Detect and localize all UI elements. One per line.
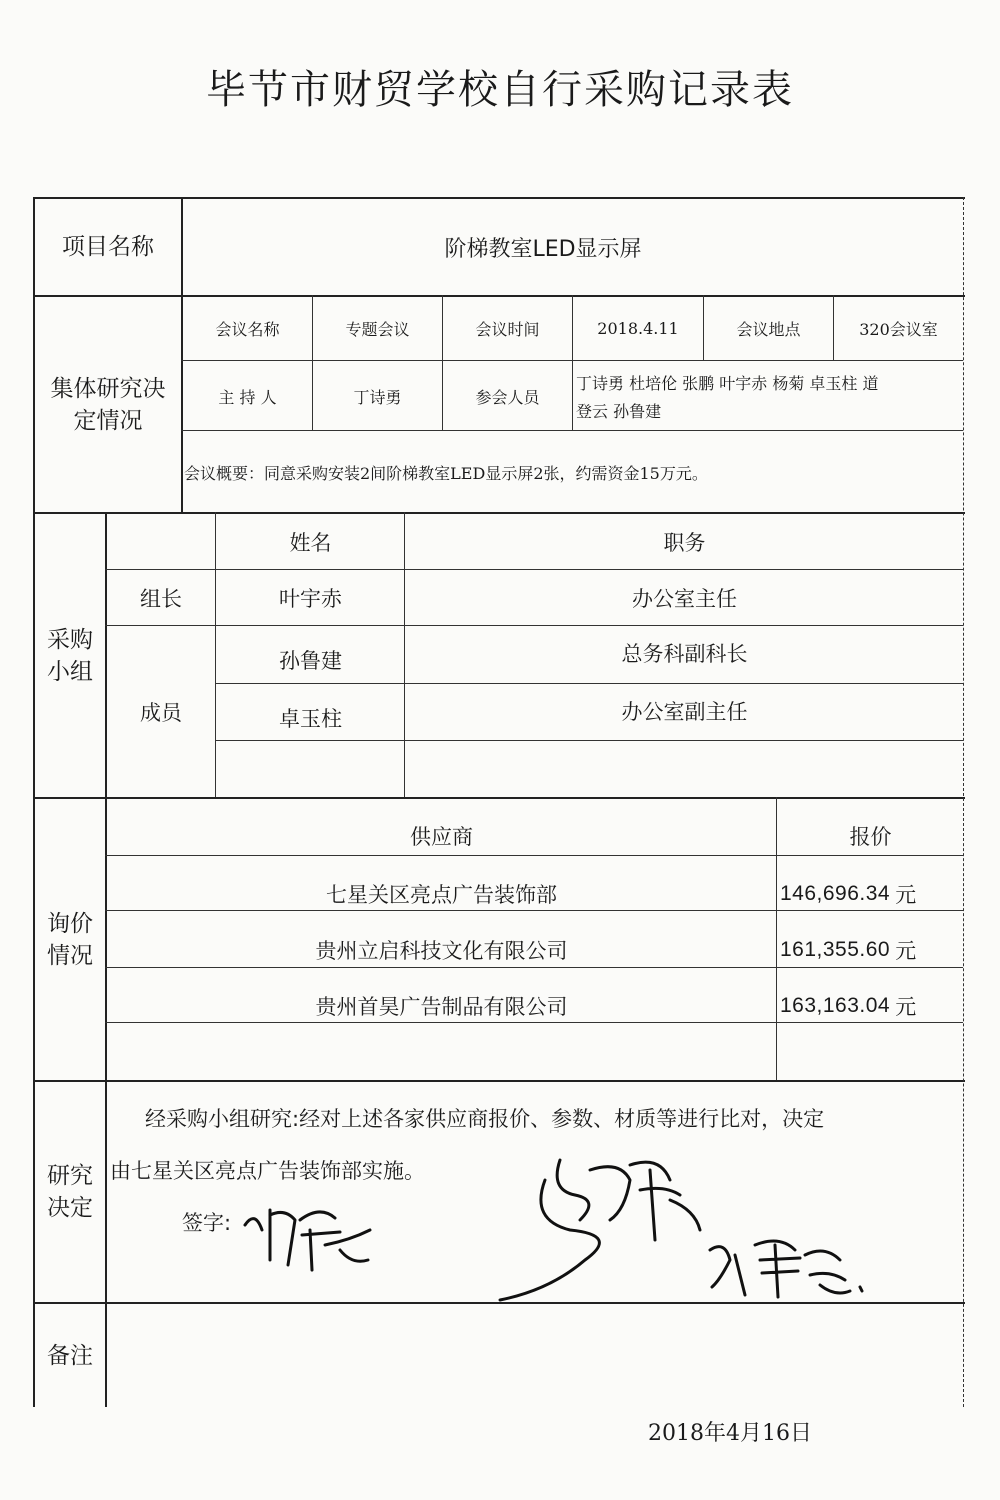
inquiry-col-supplier: 供应商 <box>410 824 473 849</box>
page-title: 毕节市财贸学校自行采购记录表 <box>206 67 794 113</box>
meeting-time-value: 2018.4.11 <box>597 319 679 338</box>
supplier-price: 161,355.60 元 <box>780 938 917 963</box>
supplier-name: 贵州立启科技文化有限公司 <box>315 939 568 963</box>
signature-2 <box>490 1150 710 1310</box>
meeting-place-label: 会议地点 <box>736 320 801 339</box>
inquiry-col-price: 报价 <box>849 824 892 849</box>
meeting-name-label: 会议名称 <box>215 320 280 339</box>
meeting-host-value: 丁诗勇 <box>353 387 402 407</box>
signature-3 <box>700 1225 870 1305</box>
supplier-name: 贵州首昊广告制品有限公司 <box>315 995 568 1019</box>
meeting-place-value: 320会议室 <box>859 320 938 339</box>
record-date: 2018年4月16日 <box>648 1421 812 1446</box>
meeting-time-label: 会议时间 <box>475 320 540 339</box>
meeting-name-value: 专题会议 <box>345 320 410 339</box>
group-leader-label: 组长 <box>140 587 182 611</box>
group-col-name: 姓名 <box>289 530 332 555</box>
meeting-attendees-value: 丁诗勇 杜培伦 张鹏 叶宇赤 杨菊 卓玉柱 道 登云 孙鲁建 <box>576 374 879 421</box>
supplier-price: 146,696.34 元 <box>780 882 917 907</box>
inquiry-section-label: 询价情况 <box>47 910 93 969</box>
group-member-name: 卓玉柱 <box>279 706 342 731</box>
group-col-duty: 职务 <box>663 530 706 555</box>
decision-text: 经采购小组研究:经对上述各家供应商报价、参数、材质等进行比对，决定 <box>145 1107 825 1131</box>
signature-1 <box>240 1190 380 1280</box>
group-leader-duty: 办公室主任 <box>632 587 737 611</box>
project-name-label: 项目名称 <box>62 234 154 260</box>
sign-label: 签字: <box>182 1211 232 1235</box>
project-name-value: 阶梯教室LED显示屏 <box>444 236 642 262</box>
group-member-duty: 总务科副科长 <box>621 642 748 666</box>
group-leader-name: 叶宇赤 <box>279 587 342 611</box>
group-member-label: 成员 <box>140 701 182 725</box>
meeting-host-label: 主 持 人 <box>218 387 277 407</box>
meeting-attendees-label: 参会人员 <box>475 387 540 407</box>
supplier-name: 七星关区亮点广告装饰部 <box>326 883 557 907</box>
meeting-summary: 会议概要：同意采购安装2间阶梯教室LED显示屏2张，约需资金15万元。 <box>184 464 708 483</box>
group-member-name: 孙鲁建 <box>279 648 342 673</box>
decision-section-label: 研究决定 <box>47 1163 93 1221</box>
group-member-duty: 办公室副主任 <box>621 700 748 724</box>
group-section-label: 采购小组 <box>47 626 93 685</box>
supplier-price: 163,163.04 元 <box>780 994 917 1019</box>
decision-text-2: 由七星关区亮点广告装饰部实施。 <box>110 1159 425 1183</box>
remarks-label: 备注 <box>47 1342 93 1369</box>
meeting-section-label: 集体研究决定情况 <box>50 375 166 434</box>
